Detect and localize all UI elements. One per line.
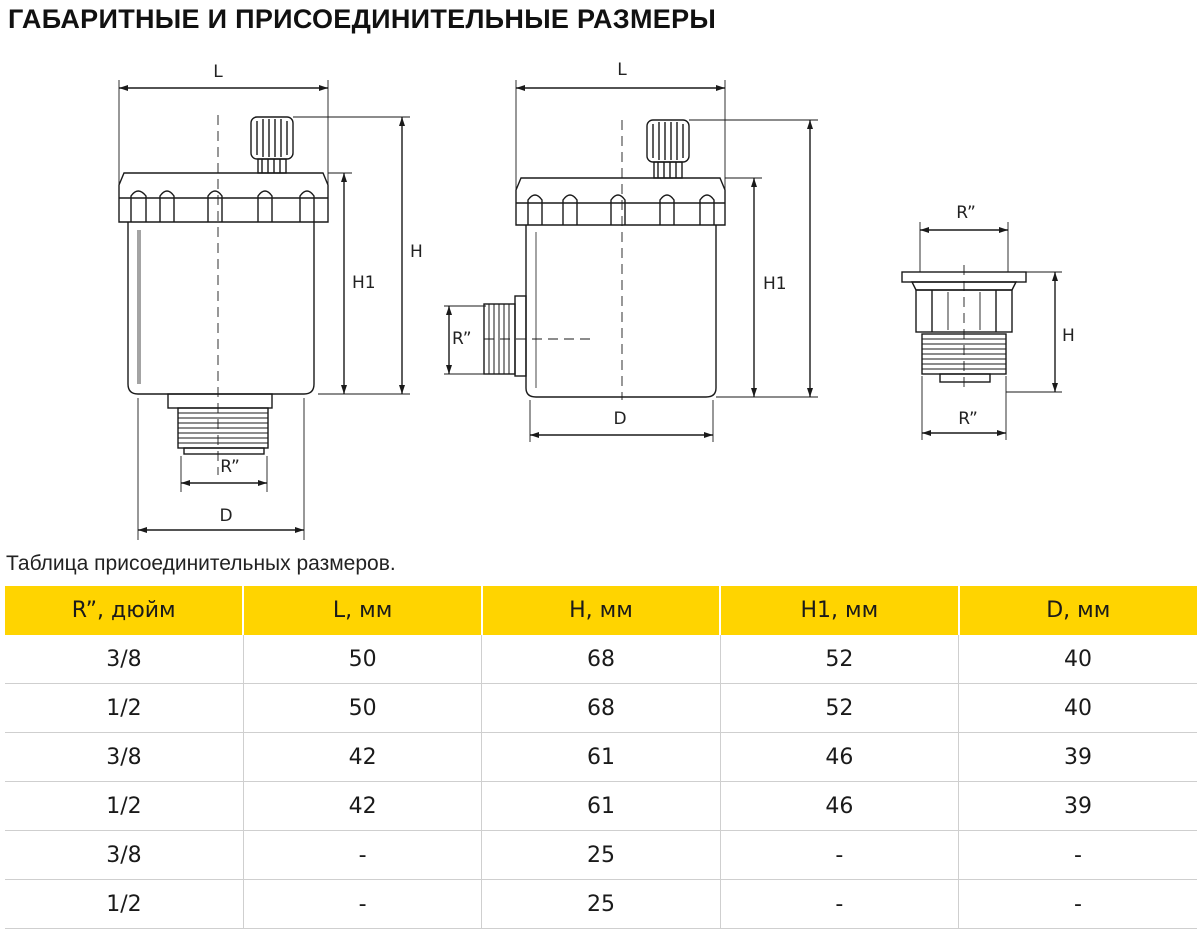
cell-l: 42 xyxy=(243,782,481,831)
left-H-label: H xyxy=(410,242,423,262)
middle-valve-view xyxy=(444,60,818,442)
table-caption: Таблица присоединительных размеров. xyxy=(6,552,396,575)
table-header-row xyxy=(5,586,1197,635)
cell-d: 39 xyxy=(959,782,1197,831)
cell-h: 25 xyxy=(482,831,720,880)
left-valve-view xyxy=(119,62,423,540)
right-R-bottom-label: R” xyxy=(958,409,978,429)
dimensions-table xyxy=(5,586,1197,929)
middle-L-label: L xyxy=(617,60,627,80)
right-H-label: H xyxy=(1062,326,1075,346)
cell-l: 42 xyxy=(243,733,481,782)
middle-H1-label: H1 xyxy=(763,274,787,294)
cell-l: - xyxy=(243,880,481,929)
cell-h: 68 xyxy=(482,684,720,733)
page-title: ГАБАРИТНЫЕ И ПРИСОЕДИНИТЕЛЬНЫЕ РАЗМЕРЫ xyxy=(8,4,717,34)
header-l-mm: L, мм xyxy=(243,586,481,635)
cell-r: 1/2 xyxy=(5,684,243,733)
table-row xyxy=(5,880,1197,929)
header-h-mm: H, мм xyxy=(482,586,720,635)
cell-d: 39 xyxy=(959,733,1197,782)
cell-d: 40 xyxy=(959,635,1197,684)
cell-h1: 46 xyxy=(720,782,958,831)
cell-h: 25 xyxy=(482,880,720,929)
cell-h1: - xyxy=(720,831,958,880)
cell-r: 1/2 xyxy=(5,880,243,929)
cell-h1: 52 xyxy=(720,684,958,733)
header-r-inch: R”, дюйм xyxy=(5,586,243,635)
cell-l: - xyxy=(243,831,481,880)
middle-D-label: D xyxy=(613,409,627,429)
table-row xyxy=(5,635,1197,684)
table-row xyxy=(5,782,1197,831)
left-H1-label: H1 xyxy=(352,273,376,293)
cell-h: 61 xyxy=(482,782,720,831)
cell-l: 50 xyxy=(243,684,481,733)
left-L-label: L xyxy=(213,62,223,82)
cell-h1: 52 xyxy=(720,635,958,684)
middle-R-label: R” xyxy=(452,329,472,349)
cell-r: 3/8 xyxy=(5,635,243,684)
cell-h1: - xyxy=(720,880,958,929)
header-h1-mm: H1, мм xyxy=(720,586,958,635)
right-valve-view xyxy=(902,203,1075,440)
table-row xyxy=(5,733,1197,782)
cell-l: 50 xyxy=(243,635,481,684)
cell-h: 61 xyxy=(482,733,720,782)
cell-d: - xyxy=(959,880,1197,929)
table-row xyxy=(5,831,1197,880)
right-R-top-label: R” xyxy=(956,203,976,223)
left-R-label: R” xyxy=(220,457,240,477)
cell-h: 68 xyxy=(482,635,720,684)
header-d-mm: D, мм xyxy=(959,586,1197,635)
cell-h1: 46 xyxy=(720,733,958,782)
left-D-label: D xyxy=(219,506,233,526)
table-row xyxy=(5,684,1197,733)
cell-d: 40 xyxy=(959,684,1197,733)
cell-r: 3/8 xyxy=(5,831,243,880)
cell-r: 1/2 xyxy=(5,782,243,831)
cell-d: - xyxy=(959,831,1197,880)
cell-r: 3/8 xyxy=(5,733,243,782)
technical-drawing xyxy=(0,50,1200,540)
